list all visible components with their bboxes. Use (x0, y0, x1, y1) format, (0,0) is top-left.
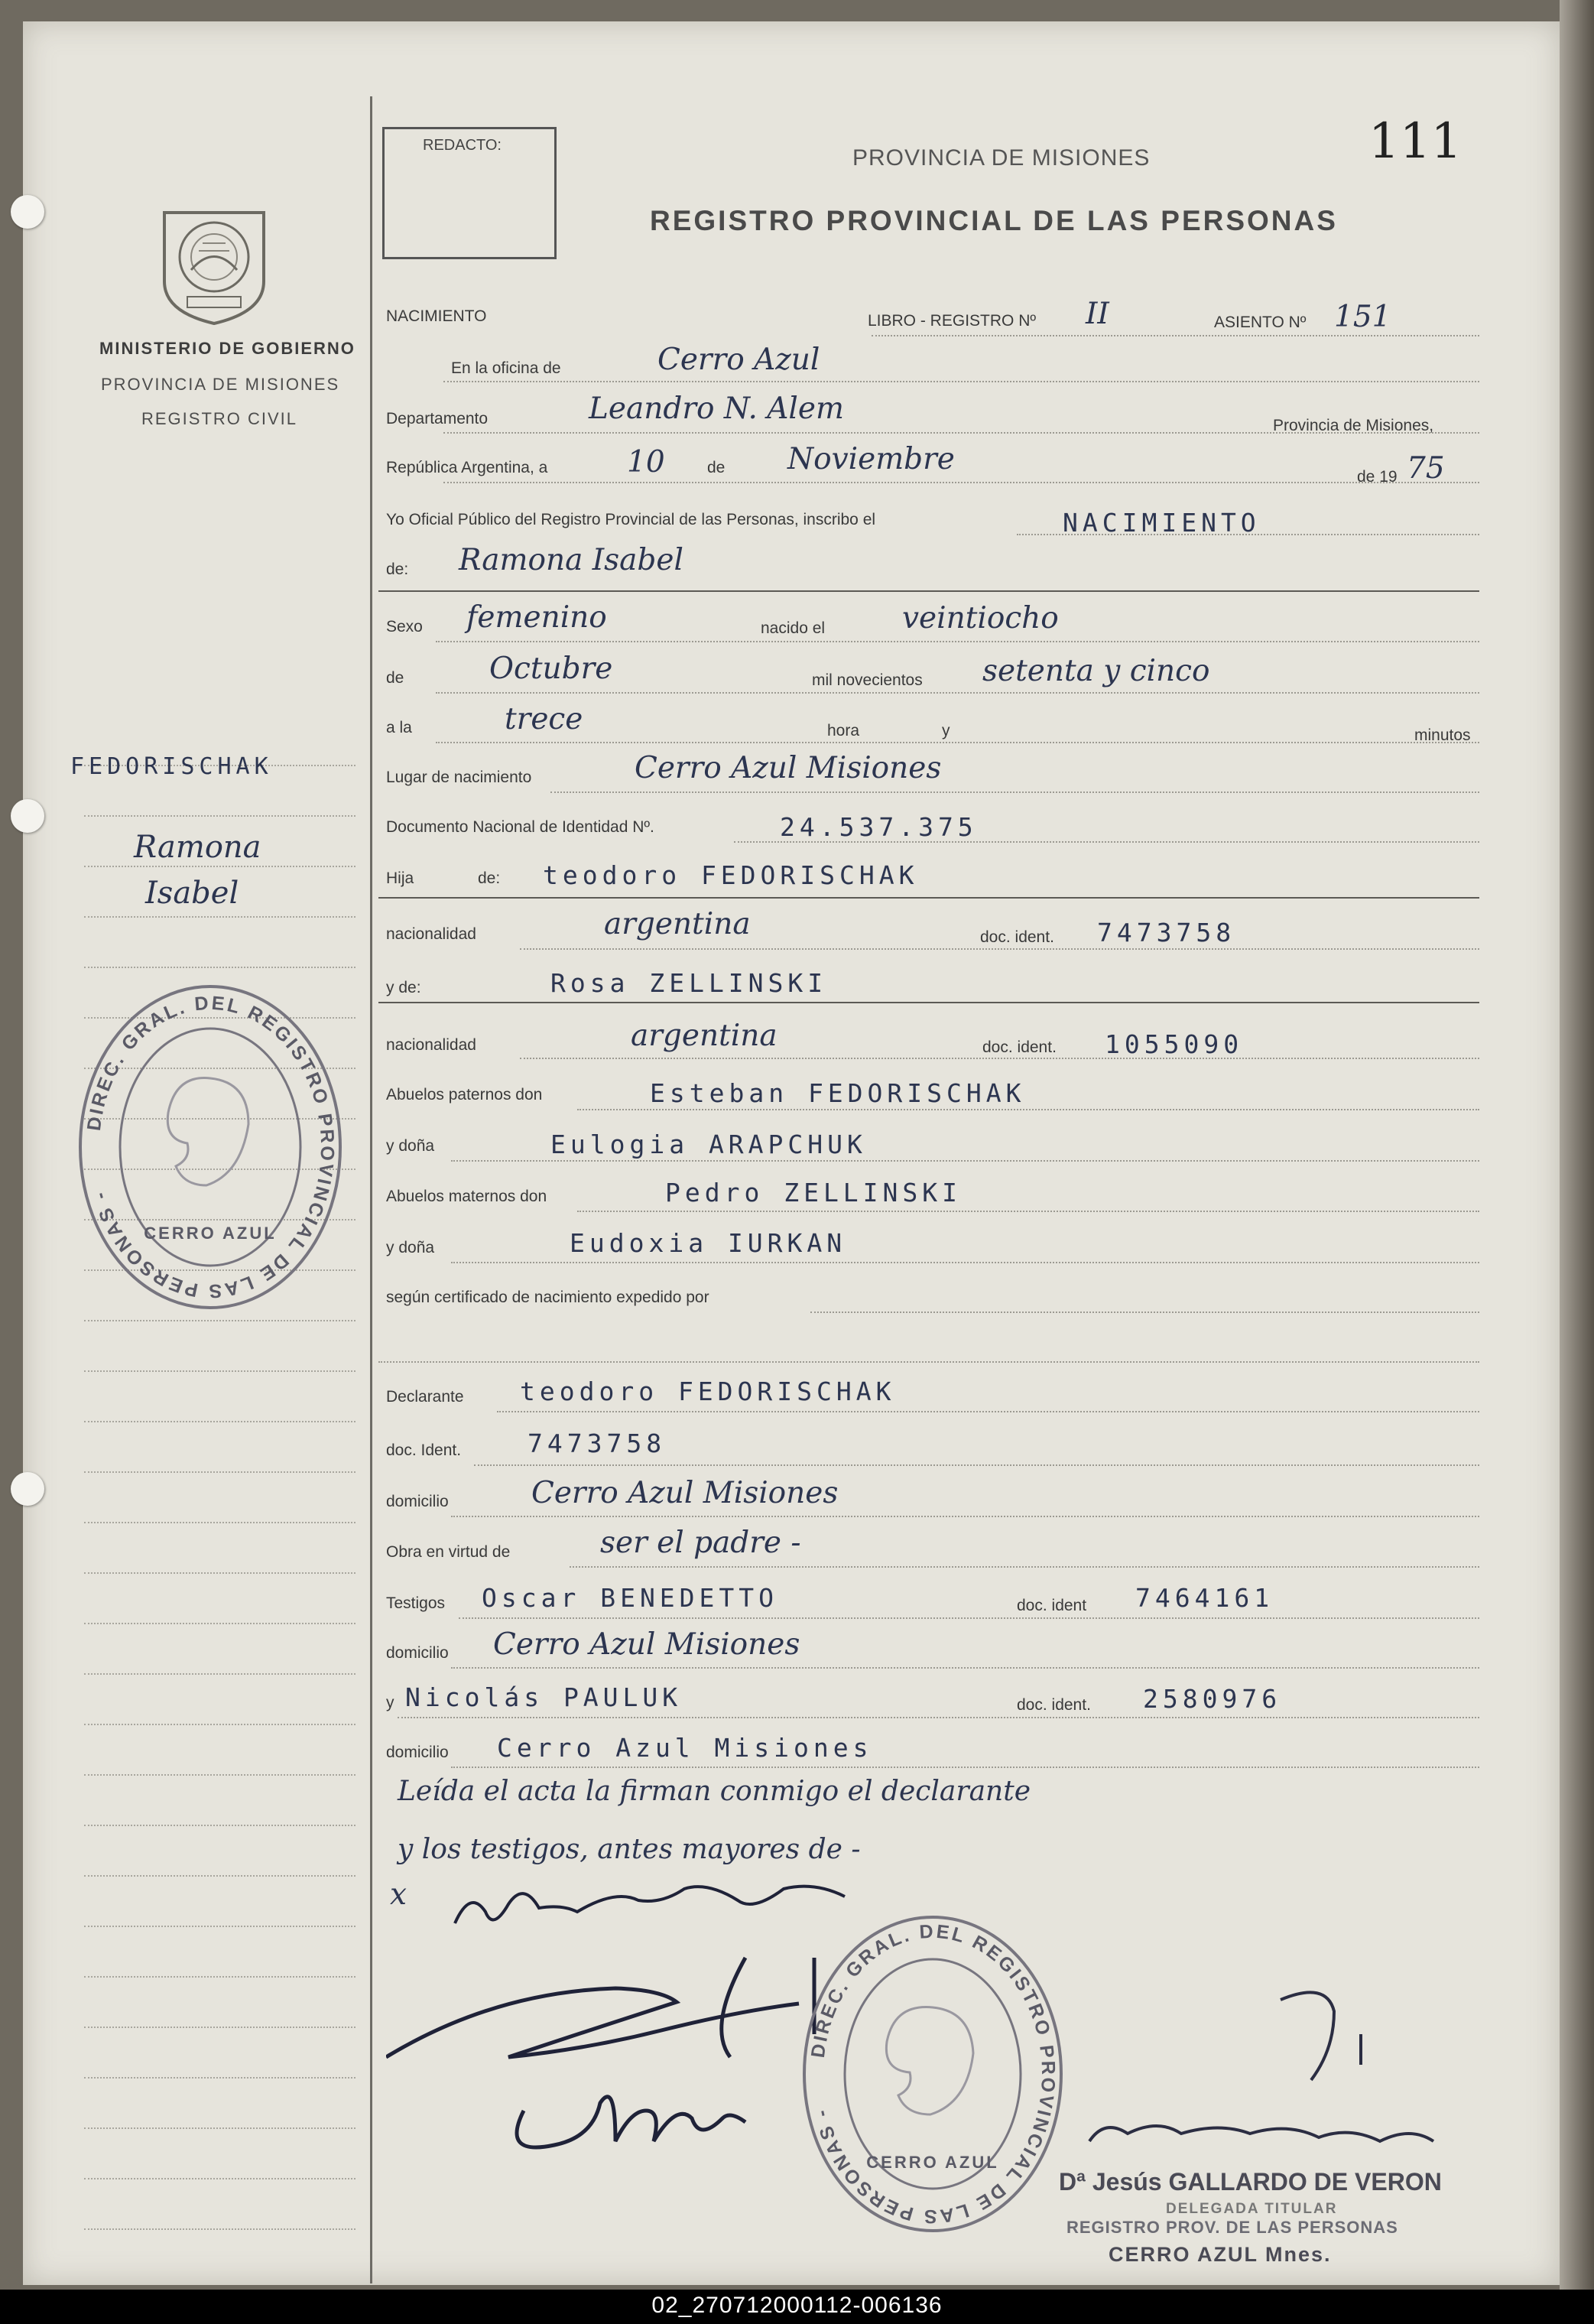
form-rule (443, 482, 1479, 483)
value-dia-value: 10 (627, 445, 665, 479)
margin-rule-line (84, 2228, 355, 2230)
value-ap-don-value: Esteban FEDORISCHAK (650, 1078, 1026, 1108)
label-de-name-label: de: (386, 561, 409, 578)
label-doct2-label: doc. ident. (1017, 1696, 1091, 1714)
margin-rule-line (84, 1370, 355, 1372)
value-nacido-value: veintiocho (902, 601, 1059, 635)
label-declaration-label: Yo Oficial Público del Registro Provincial de las Personas, inscribo el (386, 511, 876, 528)
label-doc2-label: doc. ident. (982, 1038, 1057, 1056)
label-nacido-label: nacido el (761, 619, 826, 637)
label-mil-label: mil novecientos (812, 671, 923, 689)
form-rule (451, 1767, 1479, 1768)
binder-ring (11, 1472, 44, 1506)
label-doct1-label: doc. ident (1017, 1597, 1087, 1614)
form-rule (378, 1002, 1479, 1003)
value-ap-dona-value: Eulogia ARAPCHUK (550, 1129, 867, 1159)
margin-rule-line (84, 1320, 355, 1321)
witness-signature-1 (386, 1958, 814, 2057)
margin-rule-line (84, 1825, 355, 1826)
seal-city-text: CERRO AZUL (144, 1224, 277, 1243)
label-declarante-label: Declarante (386, 1388, 464, 1406)
registry-seal-left (76, 975, 344, 1312)
form-rule (520, 948, 1479, 950)
value-closing-1: Leída el acta la firman conmigo el declarante (398, 1776, 1031, 1807)
value-doct2-value: 2580976 (1143, 1684, 1282, 1714)
label-libro-label: LIBRO - REGISTRO Nº (868, 312, 1037, 330)
value-doc2-value: 1055090 (1105, 1029, 1244, 1059)
file-id: 02_270712000112-006136 (651, 2293, 943, 2318)
provincial-emblem-icon (157, 197, 271, 327)
label-hijo-label: Hija (386, 869, 414, 887)
value-declaration-value: NACIMIENTO (1063, 508, 1261, 538)
margin-rule-line (84, 815, 355, 817)
label-yde-label: y de: (386, 979, 421, 996)
value-dni-value: 24.537.375 (780, 812, 978, 842)
form-rule (520, 1058, 1479, 1059)
footer-bar (0, 2290, 1594, 2324)
form-rule (436, 692, 1479, 694)
margin-surname: FEDORISCHAK (70, 753, 273, 780)
form-rule (378, 1361, 1479, 1363)
form-rule (451, 1262, 1479, 1263)
official-city: CERRO AZUL Mnes. (1109, 2243, 1332, 2266)
page-number: 111 (1368, 113, 1463, 170)
form-rule (474, 1464, 1479, 1466)
margin-rule-line (84, 866, 355, 867)
value-testigo1-value: Oscar BENEDETTO (482, 1583, 779, 1613)
value-closing-2: y los testigos, antes mayores de - (398, 1834, 861, 1865)
margin-rule-line (84, 1976, 355, 1978)
value-lugar-value: Cerro Azul Misiones (635, 751, 942, 785)
value-declarante-value: teodoro FEDORISCHAK (520, 1377, 896, 1406)
label-sexo-label: Sexo (386, 618, 423, 635)
margin-name-second: Isabel (145, 876, 239, 911)
margin-rule-line (84, 2178, 355, 2179)
value-doc1-value: 7473758 (1097, 918, 1236, 947)
form-rule (872, 335, 1479, 336)
form-rule (378, 897, 1479, 899)
civil-registry-label: REGISTRO CIVIL (141, 409, 298, 428)
official-role: DELEGADA TITULAR (1166, 2201, 1338, 2217)
value-asiento-value: 151 (1334, 300, 1391, 334)
redacto-label: REDACTO: (423, 137, 502, 154)
value-oficina-value: Cerro Azul (657, 343, 820, 377)
form-rule (734, 841, 1479, 843)
label-hora-label: hora (827, 722, 860, 739)
value-x-mark: x (390, 1877, 407, 1912)
value-domdec-value: Cerro Azul Misiones (531, 1476, 839, 1510)
margin-rule-line (84, 1471, 355, 1473)
value-anio-nac-value: setenta y cinco (982, 654, 1210, 688)
label-domdec-label: domicilio (386, 1493, 449, 1510)
margin-rule-line (84, 2127, 355, 2129)
witness-signature-2 (517, 2097, 745, 2147)
form-rule (1017, 534, 1479, 535)
value-mes-value: Noviembre (787, 442, 955, 476)
form-rule (451, 1667, 1479, 1669)
registry-seal-right (799, 1908, 1066, 2237)
value-nac2-value: argentina (631, 1019, 778, 1053)
form-rule (497, 1411, 1479, 1412)
value-domt2-value: Cerro Azul Misiones (497, 1733, 873, 1763)
form-rule (550, 791, 1479, 793)
province-title: PROVINCIA DE MISIONES (852, 145, 1151, 171)
value-am-don-value: Pedro ZELLINSKI (665, 1178, 963, 1208)
label-y-label: y (942, 722, 950, 739)
value-domt1-value: Cerro Azul Misiones (493, 1627, 800, 1662)
label-am-dona-label: y doña (386, 1239, 435, 1256)
form-rule (577, 1211, 1479, 1212)
label-cert-label: según certificado de nacimiento expedido por (386, 1289, 709, 1306)
label-provincia-label: Provincia de Misiones, (1273, 417, 1434, 434)
official-name: Dª Jesús GALLARDO DE VERON (1059, 2168, 1442, 2196)
form-rule (570, 1566, 1479, 1568)
form-rule (451, 1160, 1479, 1162)
margin-rule-line (84, 2077, 355, 2079)
value-madre-value: Rosa ZELLINSKI (550, 968, 828, 998)
value-padre-value: teodoro FEDORISCHAK (543, 860, 919, 890)
margin-rule-line (84, 1572, 355, 1574)
binder-ring (11, 195, 44, 229)
seal-city-text: CERRO AZUL (866, 2153, 999, 2172)
label-testigos-label: Testigos (386, 1594, 446, 1612)
margin-rule-line (84, 1774, 355, 1776)
margin-rule-line (84, 1421, 355, 1422)
label-ap-don-label: Abuelos paternos don (386, 1086, 543, 1103)
form-rule (436, 641, 1479, 642)
value-mes-nac-value: Octubre (489, 652, 613, 686)
form-rule (398, 1717, 1479, 1718)
label-de-label: de (707, 459, 726, 476)
official-mark (1281, 1992, 1361, 2080)
margin-rule-line (84, 2027, 355, 2028)
value-sexo-value: femenino (466, 600, 607, 635)
registry-title: REGISTRO PROVINCIAL DE LAS PERSONAS (650, 205, 1338, 236)
binder-ring (11, 799, 44, 833)
label-republica-label: República Argentina, a (386, 459, 548, 476)
label-oficina-label: En la oficina de (451, 359, 561, 377)
label-y2-label: y (386, 1694, 394, 1711)
margin-rule-line (84, 1926, 355, 1927)
declarant-signature (455, 1887, 845, 1923)
form-rule (443, 381, 1479, 382)
value-obra-value: ser el padre - (600, 1526, 801, 1560)
form-rule (810, 1312, 1479, 1313)
redacto-box (382, 127, 557, 259)
label-asiento-label: ASIENTO Nº (1214, 314, 1307, 331)
form-rule (459, 1617, 1479, 1619)
margin-rule-line (84, 1673, 355, 1675)
province-label: PROVINCIA DE MISIONES (101, 375, 340, 394)
label-hijo-de-label: de: (478, 869, 501, 887)
label-docdec-label: doc. Ident. (386, 1442, 462, 1459)
margin-name-first: Ramona (134, 830, 261, 865)
margin-rule-line (84, 967, 355, 968)
official-signature (1089, 2126, 1433, 2141)
label-am-don-label: Abuelos maternos don (386, 1188, 547, 1205)
label-departamento-label: Departamento (386, 410, 489, 427)
label-ap-dona-label: y doña (386, 1137, 435, 1155)
label-type-label: NACIMIENTO (386, 307, 487, 325)
value-departamento-value: Leandro N. Alem (589, 392, 844, 426)
label-minutos-label: minutos (1414, 726, 1471, 744)
value-hora-value: trece (505, 702, 583, 736)
binder-edge (1560, 0, 1594, 2294)
label-domt1-label: domicilio (386, 1644, 449, 1662)
value-libro-value: II (1086, 297, 1109, 331)
value-anio-value: 75 (1407, 451, 1445, 486)
margin-rule-line (84, 1623, 355, 1624)
label-ala-label: a la (386, 719, 412, 736)
label-doc1-label: doc. ident. (980, 928, 1054, 946)
margin-rule-line (84, 916, 355, 918)
label-nac2-label: nacionalidad (386, 1036, 476, 1054)
value-testigo2-value: Nicolás PAULUK (405, 1682, 683, 1712)
official-office: REGISTRO PROV. DE LAS PERSONAS (1066, 2218, 1398, 2237)
label-dni-label: Documento Nacional de Identidad Nº. (386, 818, 654, 836)
form-rule (577, 1109, 1479, 1110)
seal-ring-text: DIREC. GRAL. DEL REGISTRO PROVINCIAL DE LAS PERSONAS - (83, 992, 339, 1302)
margin-rule-line (84, 1875, 355, 1877)
value-am-dona-value: Eudoxia IURKAN (570, 1228, 847, 1258)
margin-rule (370, 96, 372, 2283)
value-nac1-value: argentina (604, 907, 751, 941)
form-rule (443, 432, 1479, 434)
form-rule (436, 742, 1479, 743)
form-rule (451, 1516, 1479, 1517)
label-domt2-label: domicilio (386, 1744, 449, 1761)
label-obra-label: Obra en virtud de (386, 1543, 511, 1561)
label-lugar-label: Lugar de nacimiento (386, 769, 532, 786)
form-rule (378, 590, 1479, 592)
label-de19-label: de 19 (1357, 468, 1398, 486)
ministry-label: MINISTERIO DE GOBIERNO (99, 339, 355, 358)
value-doct1-value: 7464161 (1135, 1583, 1274, 1613)
label-de-mes-label: de (386, 669, 404, 687)
value-docdec-value: 7473758 (528, 1429, 667, 1458)
label-nac1-label: nacionalidad (386, 925, 476, 943)
value-nombre-value: Ramona Isabel (459, 543, 683, 577)
margin-rule-line (84, 1724, 355, 1725)
margin-rule-line (84, 1522, 355, 1523)
seal-ring-text: DIREC. GRAL. DEL REGISTRO PROVINCIAL DE LAS PERSONAS - (807, 1920, 1060, 2228)
